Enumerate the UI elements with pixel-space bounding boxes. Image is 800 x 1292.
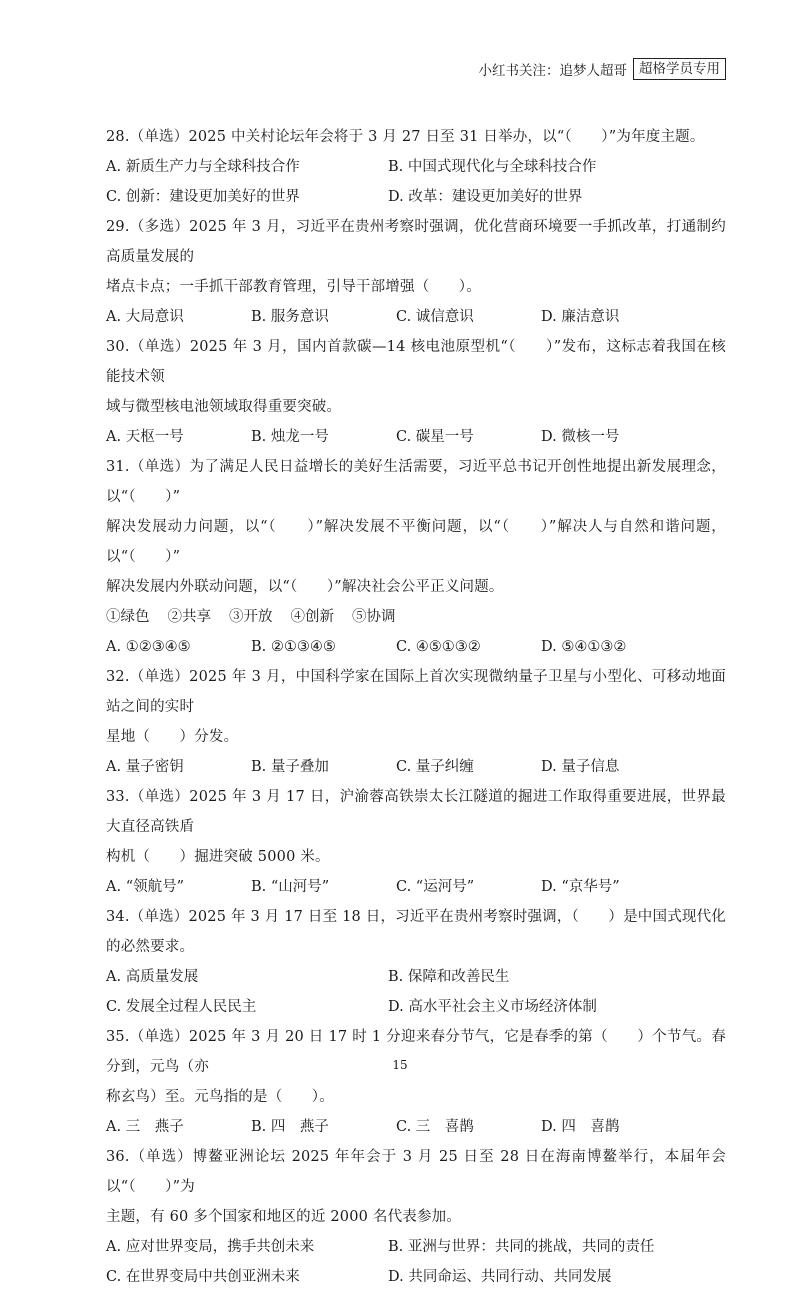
question-stem-line: 堵点卡点；一手抓干部教育管理，引导干部增强（ ）。 — [106, 279, 481, 295]
options-row — [106, 422, 726, 452]
question-item: ②共享 — [167, 609, 211, 625]
answer-option: C. 创新：建设更加美好的世界 — [106, 189, 300, 205]
options-row — [106, 872, 726, 902]
question-item: ④创新 — [290, 609, 334, 625]
answer-option: B. “山河号” — [251, 879, 330, 895]
answer-option: C. “运河号” — [396, 879, 475, 895]
answer-option: A. “领航号” — [106, 879, 185, 895]
question-stem-line: 构机（ ）掘进突破 5000 米。 — [106, 849, 330, 865]
answer-option: B. 保障和改善民生 — [388, 969, 510, 985]
question-item: ③开放 — [229, 609, 273, 625]
answer-option: D. 廉洁意识 — [541, 309, 620, 325]
answer-option: B. 量子叠加 — [251, 759, 329, 775]
answer-option: A. 新质生产力与全球科技合作 — [106, 159, 300, 175]
answer-option: B. ②①③④⑤ — [251, 639, 336, 655]
options-row — [106, 632, 726, 662]
question-item: ⑤协调 — [352, 609, 396, 625]
page-number: 15 — [392, 1058, 408, 1072]
answer-option: C. 量子纠缠 — [396, 759, 474, 775]
question-stem-line: 33.（单选）2025 年 3 月 17 日，沪渝蓉高铁崇太长江隧道的掘进工作取得重要进展，世界最大直径高铁盾 — [106, 789, 726, 835]
options-row — [106, 1112, 726, 1142]
answer-option: A. 量子密钥 — [106, 759, 184, 775]
answer-option: D. 高水平社会主义市场经济体制 — [388, 999, 597, 1015]
question-stem-line: 解决发展内外联动问题，以“（ ）”解决社会公平正义问题。 — [106, 579, 504, 595]
question-item: ①绿色 — [106, 609, 150, 625]
question-stem-line: 36.（单选）博鳌亚洲论坛 2025 年年会于 3 月 25 日至 28 日在海南博鳌举行，本届年会以“（ ）”为 — [106, 1149, 726, 1195]
answer-option: A. ①②③④⑤ — [106, 639, 191, 655]
question-stem-line: 35.（单选）2025 年 3 月 20 日 17 时 1 分迎来春分节气，它是春季的第（ ）个节气。春分到，元鸟（亦 — [106, 1029, 726, 1075]
question-stem-line: 称玄鸟）至。元鸟指的是（ ）。 — [106, 1089, 334, 1105]
options-row — [106, 182, 726, 212]
question-items — [106, 602, 726, 632]
answer-option: A. 大局意识 — [106, 309, 184, 325]
header-tag-box: 超格学员专用 — [633, 58, 726, 80]
question-list — [106, 122, 726, 1292]
answer-option: D. 改革：建设更加美好的世界 — [388, 189, 583, 205]
answer-option: A. 三 燕子 — [106, 1119, 184, 1135]
options-row — [106, 1232, 726, 1262]
question-block — [106, 782, 726, 902]
question-block — [106, 452, 726, 662]
question-block — [106, 332, 726, 452]
answer-option: B. 中国式现代化与全球科技合作 — [388, 159, 597, 175]
question-block — [106, 212, 726, 332]
answer-option: A. 应对世界变局，携手共创未来 — [106, 1239, 315, 1255]
question-block — [106, 902, 726, 1022]
answer-option: A. 天枢一号 — [106, 429, 184, 445]
question-stem-line: 28.（单选）2025 中关村论坛年会将于 3 月 27 日至 31 日举办，以“（ ）”为年度主题。 — [106, 129, 705, 145]
question-stem-line: 29.（多选）2025 年 3 月，习近平在贵州考察时强调，优化营商环境要一手抓改革，打通制约高质量发展的 — [106, 219, 726, 265]
options-row — [106, 1262, 726, 1292]
question-stem-line: 32.（单选）2025 年 3 月，中国科学家在国际上首次实现微纳量子卫星与小型化、可移动地面站之间的实时 — [106, 669, 726, 715]
answer-option: D. 共同命运、共同行动、共同发展 — [388, 1269, 612, 1285]
question-stem-line: 星地（ ）分发。 — [106, 729, 239, 745]
page-header — [479, 58, 727, 80]
question-stem-line: 域与微型核电池领域取得重要突破。 — [106, 399, 342, 415]
answer-option: C. 三 喜鹊 — [396, 1119, 474, 1135]
options-row — [106, 302, 726, 332]
answer-option: C. 发展全过程人民民主 — [106, 999, 257, 1015]
answer-option: D. “京华号” — [541, 879, 620, 895]
options-row — [106, 152, 726, 182]
question-block — [106, 1142, 726, 1292]
answer-option: B. 亚洲与世界：共同的挑战，共同的责任 — [388, 1239, 655, 1255]
answer-option: D. 微核一号 — [541, 429, 620, 445]
header-note: 小红书关注：追梦人超哥 — [478, 63, 627, 79]
answer-option: D. ⑤④①③② — [541, 639, 627, 655]
answer-option: C. 碳星一号 — [396, 429, 474, 445]
answer-option: C. ④⑤①③② — [396, 639, 481, 655]
answer-option: C. 在世界变局中共创亚洲未来 — [106, 1269, 300, 1285]
answer-option: B. 服务意识 — [251, 309, 329, 325]
answer-option: C. 诚信意识 — [396, 309, 474, 325]
options-row — [106, 992, 726, 1022]
question-stem-line: 34.（单选）2025 年 3 月 17 日至 18 日，习近平在贵州考察时强调，（ ）是中国式现代化的必然要求。 — [106, 909, 726, 955]
answer-option: D. 量子信息 — [541, 759, 620, 775]
question-block — [106, 1022, 726, 1142]
answer-option: B. 烛龙一号 — [251, 429, 329, 445]
question-stem-line: 31.（单选）为了满足人民日益增长的美好生活需要，习近平总书记开创性地提出新发展理念，以“（ ）” — [106, 459, 726, 505]
question-block — [106, 662, 726, 782]
options-row — [106, 752, 726, 782]
answer-option: D. 四 喜鹊 — [541, 1119, 620, 1135]
options-row — [106, 962, 726, 992]
answer-option: B. 四 燕子 — [251, 1119, 329, 1135]
question-stem-line: 主题，有 60 多个国家和地区的近 2000 名代表参加。 — [106, 1209, 462, 1225]
answer-option: A. 高质量发展 — [106, 969, 199, 985]
question-stem-line: 30.（单选）2025 年 3 月，国内首款碳—14 核电池原型机“（ ）”发布，这标志着我国在核能技术领 — [106, 339, 726, 385]
question-block — [106, 122, 726, 212]
question-stem-line: 解决发展动力问题，以“（ ）”解决发展不平衡问题，以“（ ）”解决人与自然和谐问题，以“（ ）” — [106, 519, 726, 565]
